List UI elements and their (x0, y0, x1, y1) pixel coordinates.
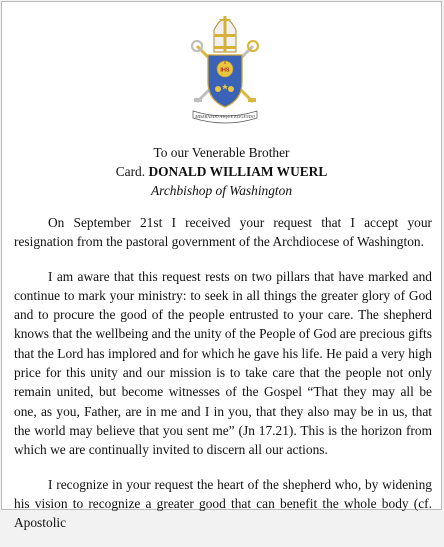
papal-coat-of-arms (187, 10, 263, 128)
letter-body (14, 213, 432, 547)
christogram-text: IHS (220, 67, 230, 74)
shield-icon (208, 55, 242, 107)
motto-ribbon (193, 111, 257, 123)
letter-page (1, 1, 442, 531)
salutation (2, 143, 441, 200)
paragraph: I recognize in your request the heart of the shepherd who, by widening his vision to recognize a greater good that can benefit the whole body (cf. Apostolic (14, 476, 432, 531)
motto-text: MISERANDO ATQUE ELIGENDO (195, 114, 255, 120)
mitre-icon (214, 16, 236, 52)
recipient-title: Archbishop of Washington (150, 183, 293, 198)
salutation-line: To our Venerable Brother (153, 145, 290, 160)
paragraph: I am aware that this request rests on two pillars that have marked and continue to mark your ministry: to seek in all things the greater glory of God and to procure the good of the people entrusted to your care. The shepherd knows that the wellbeing and the unity of the People of God are precious gifts that the Lord has implored and for which he gave his life. He paid a very high price for this unity and our mission is to take care that the people not only remain united, but become witnesses of the Gospel “That they may all be one, as you, Father, are in me and I in you, that they also may be in us, that the world may believe that you sent me” (Jn 17.21). This is the horizon from which we are continually invited to discern all our actions. (14, 268, 432, 458)
recipient-name-line (2, 162, 441, 181)
card-prefix: Card. (115, 164, 146, 179)
recipient-name: DONALD WILLIAM WUERL (148, 164, 328, 179)
paragraph: On September 21st I received your request that I accept your resignation from the pastoral government of the Archdiocese of Washington. (14, 215, 432, 250)
